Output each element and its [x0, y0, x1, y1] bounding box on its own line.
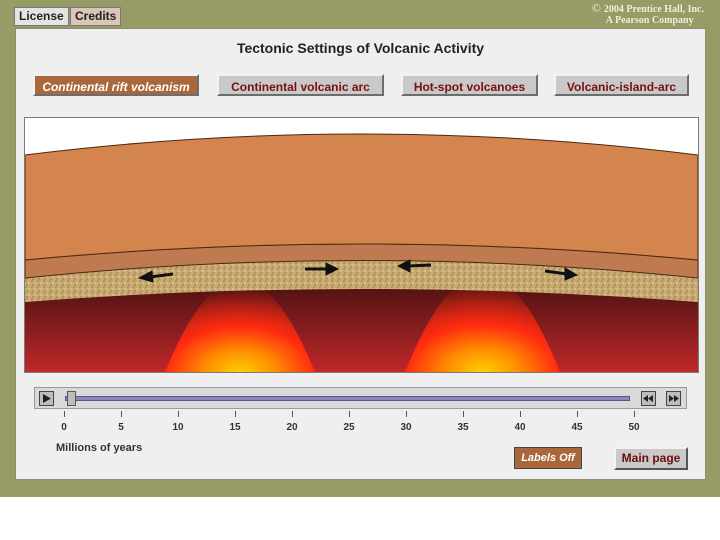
timeline-slider-thumb[interactable] [67, 391, 76, 406]
play-icon [40, 392, 53, 405]
license-button[interactable]: License [14, 7, 69, 26]
content-panel [15, 28, 706, 480]
timeline-track[interactable] [65, 396, 630, 401]
timeline-tick-label: 35 [457, 422, 469, 433]
timeline-tick-label: 5 [118, 422, 124, 433]
timeline-tick [178, 411, 179, 417]
tab-continental-volcanic-arc[interactable]: Continental volcanic arc [217, 74, 384, 96]
timeline-tick [64, 411, 65, 417]
tab-volcanic-island-arc[interactable]: Volcanic-island-arc [554, 74, 689, 96]
timeline-tick [292, 411, 293, 417]
rift-cross-section [25, 118, 698, 372]
timeline-tick-label: 40 [514, 422, 526, 433]
timeline-tick-label: 10 [172, 422, 184, 433]
timeline-tick [463, 411, 464, 417]
timeline-tick-label: 45 [571, 422, 583, 433]
tab-hot-spot-volcanoes[interactable]: Hot-spot volcanoes [401, 74, 538, 96]
timeline-tick-label: 25 [343, 422, 355, 433]
copyright-line-1: 2004 Prentice Hall, Inc. [603, 4, 704, 15]
timeline-tick [121, 411, 122, 417]
timeline-tick [520, 411, 521, 417]
rift-diagram [24, 117, 699, 373]
timeline-tick-label: 0 [61, 422, 67, 433]
timeline-axis-label: Millions of years [56, 442, 143, 454]
continental-crust [25, 134, 698, 260]
timeline-control-bar [34, 387, 687, 409]
copyright-line-2: A Pearson Company [605, 15, 694, 26]
timeline-tick [235, 411, 236, 417]
page-title: Tectonic Settings of Volcanic Activity [236, 40, 485, 56]
timeline-tick [577, 411, 578, 417]
timeline-tick [406, 411, 407, 417]
credits-button[interactable]: Credits [70, 7, 121, 26]
timeline-tick [349, 411, 350, 417]
rewind-icon [642, 392, 655, 405]
play-button[interactable] [39, 391, 54, 406]
fast-forward-button[interactable] [666, 391, 681, 406]
timeline-tick-label: 50 [628, 422, 640, 433]
timeline-tick [634, 411, 635, 417]
main-page-button[interactable]: Main page [614, 447, 688, 470]
timeline-tick-label: 20 [286, 422, 298, 433]
copyright-notice [592, 3, 704, 26]
timeline-tick-label: 30 [400, 422, 412, 433]
copyright-icon: © [591, 1, 601, 15]
fast-forward-icon [667, 392, 680, 405]
timeline-tick-label: 15 [229, 422, 241, 433]
labels-off-button[interactable]: Labels Off [514, 447, 582, 469]
tab-continental-rift-volcanism[interactable]: Continental rift volcanism [33, 74, 199, 96]
rewind-button[interactable] [641, 391, 656, 406]
